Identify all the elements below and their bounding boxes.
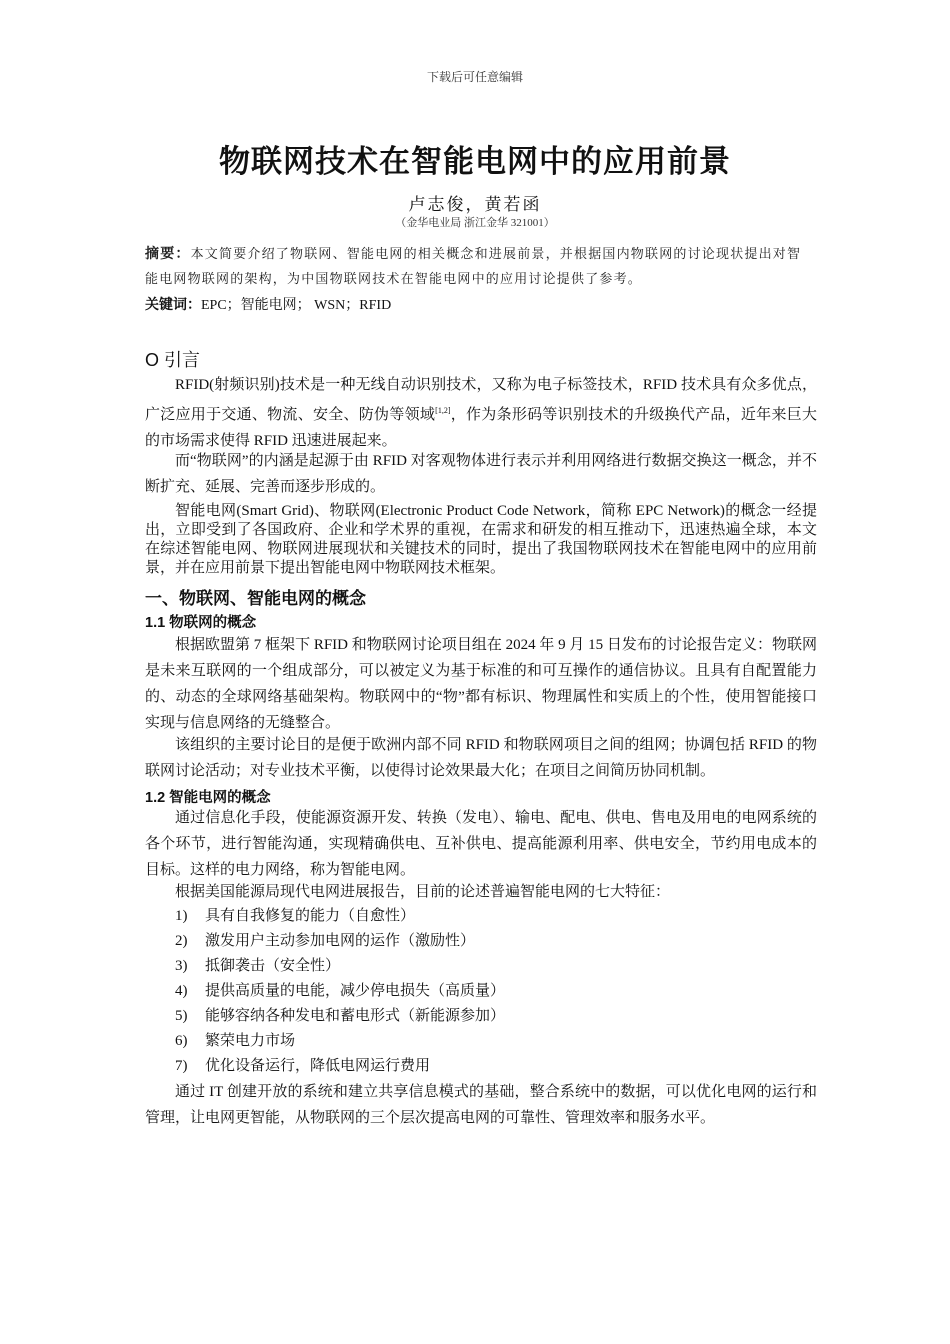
keywords <box>145 294 815 314</box>
smart-grid-features-list <box>175 904 505 1079</box>
section-1-2-paragraph-2: 根据美国能源局现代电网进展报告，目前的论述普遍智能电网的七大特征： <box>175 884 671 900</box>
abstract-label: 摘要： <box>145 247 191 262</box>
list-item: 3) 抵御袭击（安全性） <box>175 958 341 974</box>
section-1-2-paragraph-3: 通过 IT 创建开放的系统和建立共享信息模式的基础，整合系统中的数据，可以优化电网的运行和管理，让电网更智能，从物联网的三个层次提高电网的可靠性、管理效率和服务水平。 <box>145 1084 817 1126</box>
paper-title: 物联网技术在智能电网中的应用前景 <box>219 144 731 179</box>
list-item: 7) 优化设备运行，降低电网运行费用 <box>175 1058 431 1074</box>
keywords-text: EPC；智能电网； WSN；RFID <box>201 298 392 313</box>
section-1-heading: 一、物联网、智能电网的概念 <box>145 589 366 608</box>
citation-ref: [1,2] <box>435 406 451 415</box>
intro-heading: O 引言 <box>145 350 201 370</box>
intro-p1-text-a: RFID(射频识别)技术是一种无线自动识别技术，又称为电子标签技术，RFID 技术具有众多优点，广泛应用于交通、物流、安全、防伪等领域 <box>145 377 817 423</box>
intro-paragraph-2: 而“物联网”的内涵是起源于由 RFID 对客观物体进行表示并利用网络进行数据交换这一概念，并不断扩充、延展、完善而逐步形成的。 <box>145 453 817 495</box>
section-1-2-paragraph-1: 通过信息化手段，使能源资源开发、转换（发电）、输电、配电、供电、售电及用电的电网系统的各个环节，进行智能沟通，实现精确供电、互补供电、提高能源利用率、供电安全，节约用电成本的目标。这样的电力网络，称为智能电网。 <box>145 810 817 878</box>
intro-p1-text-b: ，作为条形码等识别技术的升级换代产品，近年来巨大的市场需求使得 RFID 迅速进展起来。 <box>145 407 817 449</box>
author-affiliation: （金华电业局 浙江金华 321001） <box>395 217 555 229</box>
list-item: 4) 提供高质量的电能，减少停电损失（高质量） <box>175 983 506 999</box>
list-item: 1) 具有自我修复的能力（自愈性） <box>175 908 416 924</box>
list-item: 2) 激发用户主动参加电网的运作（激励性） <box>175 933 476 949</box>
section-1-2-heading: 1.2 智能电网的概念 <box>145 790 271 806</box>
list-item: 6) 繁荣电力市场 <box>175 1033 296 1049</box>
abstract <box>145 242 815 291</box>
list-item: 5) 能够容纳各种发电和蓄电形式（新能源参加） <box>175 1008 506 1024</box>
abstract-text: 本文简要介绍了物联网、智能电网的相关概念和进展前景，并根据国内物联网的讨论现状提出对智能电网物联网的架构，为中国物联网技术在智能电网中的应用讨论提供了参考。 <box>145 246 802 286</box>
intro-paragraph-3: 智能电网(Smart Grid)、物联网(Electronic Product Code Network，简称 EPC Network)的概念一经提出，立即受到了各国政府、企业和学术界的重视，在需求和研发的相互推动下，迅速热遍全球，本文在综述智能电网、物联网进展现状和关键技术的同时，提出了我国物联网技术在智能电网中的应用前景，并在应用前景下提出智能电网中物联网技术框架。 <box>145 503 817 576</box>
section-1-1-paragraph-1: 根据欧盟第 7 框架下 RFID 和物联网讨论项目组在 2024 年 9 月 15 日发布的讨论报告定义：物联网是未来互联网的一个组成部分，可以被定义为基于标准的和可互操作的通信协议。且具有自配置能力的、动态的全球网络基础架构。物联网中的“物”都有标识、物理属性和实质上的个性，使用智能接口实现与信息网络的无缝整合。 <box>145 637 817 731</box>
intro-paragraph-1 <box>145 372 817 454</box>
keywords-label: 关键词： <box>145 298 201 313</box>
section-1-1-heading: 1.1 物联网的概念 <box>145 615 257 631</box>
section-1-1-paragraph-2: 该组织的主要讨论目的是便于欧洲内部不同 RFID 和物联网项目之间的组网；协调包括 RFID 的物联网讨论活动；对专业技术平衡，以使得讨论效果最大化；在项目之间简历协同机制。 <box>145 737 817 779</box>
download-note: 下载后可任意编辑 <box>426 70 523 84</box>
paper-authors: 卢志俊，黄若函 <box>408 195 542 214</box>
